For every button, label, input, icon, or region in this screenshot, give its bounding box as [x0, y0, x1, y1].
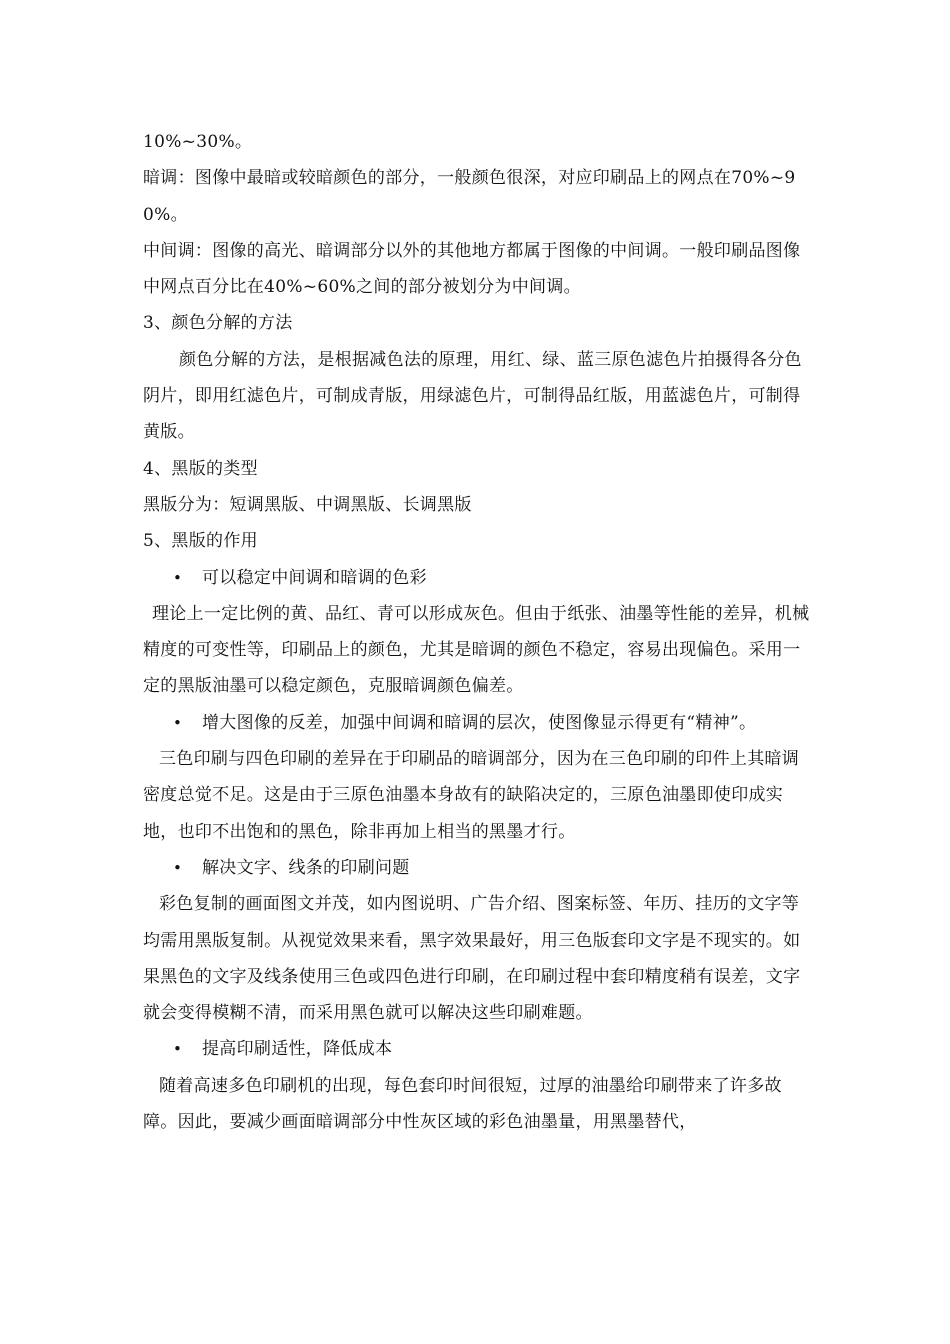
document-body [143, 124, 813, 1140]
bullet-item-printability-cost [143, 1031, 813, 1067]
paragraph-increase-contrast: 三色印刷与四色印刷的差异在于印刷品的暗调部分，因为在三色印刷的印件上其暗调密度总觉不足。这是由于三原色油墨本身故有的缺陷决定的，三原色油墨即使印成实地，也印不出饱和的黑色，除非再加上相当的黑墨才行。 [143, 749, 800, 842]
paragraph-printability-cost: 随着高速多色印刷机的出现，每色套印时间很短，过厚的油墨给印刷带来了许多故障。因此，要减少画面暗调部分中性灰区域的彩色油墨量，用黑墨替代， [143, 1075, 782, 1133]
bullet-icon: • [173, 858, 183, 877]
bullet-item-increase-contrast [143, 705, 813, 741]
paragraph-midtone-definition: 中间调：图像的高光、暗调部分以外的其他地方都属于图像的中间调。一般印刷品图像中网点百分比在40%~60%之间的部分被划分为中间调。 [143, 240, 801, 298]
paragraph-highlight-range-tail: 10%~30%。 [143, 132, 253, 152]
heading-black-plate-function: 5、黑版的作用 [143, 531, 258, 552]
bullet-icon: • [173, 713, 183, 732]
paragraph-shadow-definition: 暗调：图像中最暗或较暗颜色的部分，一般颜色很深，对应印刷品上的网点在70%~90%。 [143, 168, 796, 225]
paragraph-text-lines: 彩色复制的画面图文并茂，如内图说明、广告介绍、图案标签、年历、挂历的文字等均需用黑版复制。从视觉效果来看，黑字效果最好，用三色版套印文字是不现实的。如果黑色的文字及线条使用三色或四色进行印刷，在印刷过程中套印精度稍有误差，文字就会变得模糊不清，而采用黑色就可以解决这些印刷难题。 [143, 894, 801, 1024]
bullet-item-label: 解决文字、线条的印刷问题 [202, 857, 410, 878]
bullet-item-label: 增大图像的反差，加强中间调和暗调的层次，使图像显示得更有“精神”。 [202, 712, 757, 733]
bullet-icon: • [173, 568, 183, 587]
bullet-item-stabilize-color [143, 560, 813, 596]
paragraph-black-plate-types: 黑版分为：短调黑版、中调黑版、长调黑版 [143, 494, 472, 515]
heading-black-plate-types: 4、黑版的类型 [143, 458, 258, 479]
bullet-item-label: 可以稳定中间调和暗调的色彩 [202, 567, 427, 588]
bullet-item-text-lines [143, 850, 813, 886]
heading-color-separation-method: 3、颜色分解的方法 [143, 313, 293, 334]
bullet-icon: • [173, 1040, 183, 1059]
paragraph-stabilize-color: 理论上一定比例的黄、品红、青可以形成灰色。但由于纸张、油墨等性能的差异，机械精度的可变性等，印刷品上的颜色，尤其是暗调的颜色不稳定，容易出现偏色。采用一定的黑版油墨可以稳定颜色，克服暗调颜色偏差。 [143, 603, 810, 697]
bullet-item-label: 提高印刷适性，降低成本 [202, 1039, 393, 1060]
paragraph-color-separation-method: 颜色分解的方法，是根据减色法的原理，用红、绿、蓝三原色滤色片拍摄得各分色阴片，即用红滤色片，可制成青版，用绿滤色片，可制得品红版，用蓝滤色片，可制得黄版。 [143, 349, 802, 443]
